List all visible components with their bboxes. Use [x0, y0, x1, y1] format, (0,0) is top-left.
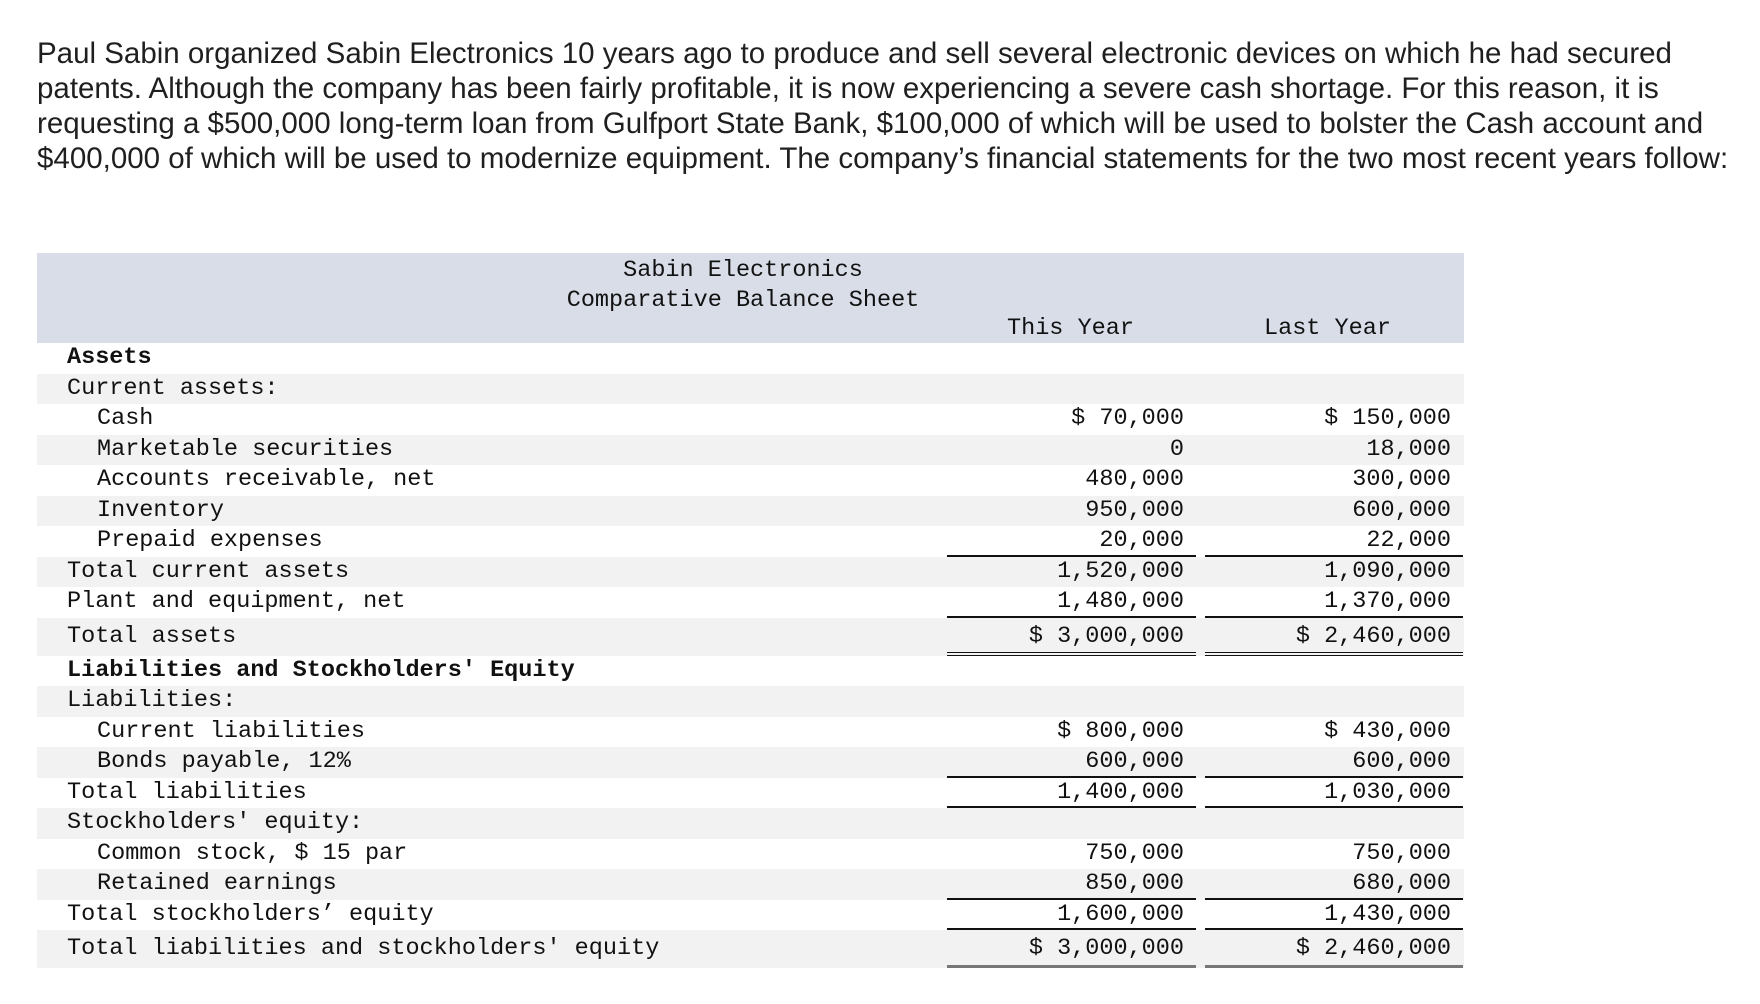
- table-row: [37, 404, 1464, 435]
- last-year-value: 18,000: [1366, 435, 1451, 463]
- statement-title: Comparative Balance Sheet: [566, 287, 920, 314]
- last-year-value: $ 430,000: [1324, 717, 1451, 745]
- table-row: [37, 465, 1464, 496]
- last-year-value: 1,370,000: [1205, 587, 1463, 618]
- table-row: [37, 587, 1464, 618]
- row-label: Accounts receivable, net: [97, 466, 436, 493]
- this-year-value: $ 800,000: [1057, 717, 1184, 745]
- row-label: Cash: [97, 405, 154, 432]
- table-row: [37, 435, 1464, 466]
- row-label: Total liabilities: [67, 778, 307, 806]
- table-row: [37, 374, 1464, 405]
- last-year-value: 22,000: [1205, 526, 1463, 557]
- this-year-value: 1,600,000: [947, 900, 1196, 931]
- table-row: [37, 839, 1464, 870]
- last-year-value: 750,000: [1352, 839, 1451, 867]
- row-label: Marketable securities: [97, 435, 394, 463]
- row-label: Bonds payable, 12%: [97, 748, 351, 775]
- row-label: Liabilities:: [67, 687, 237, 714]
- balance-sheet-table: [37, 253, 1464, 968]
- table-row: [37, 496, 1464, 527]
- table-row: [37, 900, 1464, 931]
- this-year-value: 0: [1169, 435, 1184, 463]
- table-row: [37, 869, 1464, 900]
- company-name: Sabin Electronics: [623, 257, 863, 284]
- row-label: Liabilities and Stockholders' Equity: [67, 656, 575, 684]
- table-row: [37, 557, 1464, 588]
- row-label: Plant and equipment, net: [67, 588, 406, 615]
- last-year-value: 1,030,000: [1205, 778, 1463, 809]
- last-year-value: 680,000: [1205, 869, 1463, 900]
- last-year-value: $ 150,000: [1324, 405, 1451, 432]
- this-year-value: 750,000: [1085, 839, 1184, 867]
- this-year-value: 480,000: [1085, 466, 1184, 493]
- this-year-value: $ 3,000,000: [947, 618, 1196, 656]
- last-year-value: 1,430,000: [1205, 900, 1463, 931]
- last-year-value: 300,000: [1352, 466, 1451, 493]
- table-row: [37, 343, 1464, 374]
- table-row: [37, 526, 1464, 557]
- table-row: [37, 686, 1464, 717]
- this-year-value: $ 70,000: [1071, 405, 1184, 432]
- last-year-value: $ 2,460,000: [1205, 930, 1463, 968]
- table-header: [37, 253, 1464, 343]
- row-label: Current liabilities: [97, 717, 365, 745]
- last-year-value: 600,000: [1205, 747, 1463, 778]
- last-year-value: 600,000: [1352, 496, 1451, 524]
- row-label: Inventory: [97, 496, 224, 524]
- row-label: Prepaid expenses: [97, 527, 323, 554]
- this-year-value: 1,480,000: [947, 587, 1196, 618]
- table-row: [37, 930, 1464, 968]
- row-label: Stockholders' equity:: [67, 809, 364, 836]
- table-row: [37, 717, 1464, 748]
- row-label: Total stockholders’ equity: [67, 900, 434, 928]
- last-year-value: 1,090,000: [1324, 557, 1451, 585]
- row-label: Current assets:: [67, 374, 279, 402]
- this-year-value: 20,000: [947, 526, 1196, 557]
- row-label: Total liabilities and stockholders' equity: [67, 935, 660, 962]
- row-label: Retained earnings: [97, 870, 337, 897]
- problem-intro-text: Paul Sabin organized Sabin Electronics 10 years ago to produce and sell several electronic devices on which he had secured patents. Although the company has been fairly profitable, it is now experiencing a severe cash shortage. For this reason, it is requesting a $500,000 long-term loan from Gulfport State Bank, $100,000 of which will be used to bolster the Cash account and $400,000 of which will be used to modernize equipment. The company’s financial statements for the two most recent years follow:: [37, 37, 1729, 175]
- this-year-value: $ 3,000,000: [947, 930, 1196, 968]
- this-year-value: 850,000: [947, 869, 1196, 900]
- table-row: [37, 808, 1464, 839]
- this-year-value: 950,000: [1085, 496, 1184, 524]
- row-label: Common stock, $ 15 par: [97, 839, 408, 867]
- this-year-value: 1,400,000: [947, 778, 1196, 809]
- table-row: [37, 778, 1464, 809]
- this-year-value: 600,000: [947, 747, 1196, 778]
- column-header-this-year: This Year: [1007, 315, 1134, 342]
- last-year-value: $ 2,460,000: [1205, 618, 1463, 656]
- this-year-value: 1,520,000: [1057, 557, 1184, 585]
- table-row: [37, 747, 1464, 778]
- row-label: Total assets: [67, 622, 237, 650]
- row-label: Assets: [67, 344, 152, 371]
- table-row: [37, 656, 1464, 687]
- table-title: [523, 256, 963, 316]
- table-row: [37, 618, 1464, 656]
- column-header-last-year: Last Year: [1264, 315, 1391, 342]
- row-label: Total current assets: [67, 557, 350, 585]
